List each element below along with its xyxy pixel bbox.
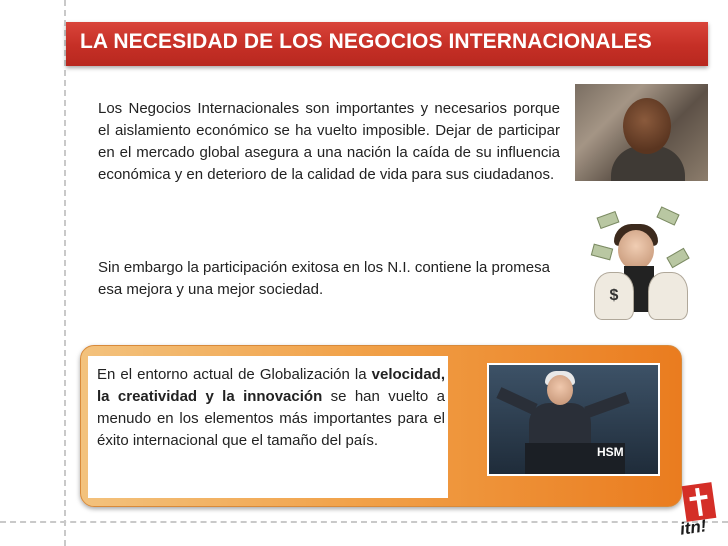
paragraph-intro: Los Negocios Internacionales son importantes y necesarios porque el aislamiento económico se ha vuelto imposible. Dejar de participar en el mercado global asegura a una nación la caída de su influencia económica y en deterioro de la calidad de vida para sus ciudadanos. <box>98 100 560 183</box>
itn-logo <box>676 484 720 540</box>
highlight-text-part1: En el entorno actual de Globalización la <box>97 366 372 383</box>
speaker-photo <box>487 363 660 476</box>
highlight-text <box>97 364 445 452</box>
money-photo <box>588 206 690 322</box>
bill-shape <box>656 206 679 225</box>
person-face-shape <box>618 230 654 270</box>
money-bag-icon: $ <box>594 272 634 320</box>
logo-text: itn! <box>678 516 708 539</box>
podium-brand: HSM <box>597 445 624 459</box>
bill-shape <box>597 211 620 229</box>
bottom-dashed-guide <box>0 521 728 523</box>
bill-shape <box>666 248 689 268</box>
highlight-text-part2: se han vuelto a menudo en los elementos más importantes para el éxito internacional que el tamaño del país. <box>97 388 445 449</box>
speaker-arm-shape <box>584 392 629 418</box>
child-face-shape <box>623 98 671 154</box>
money-bag-icon <box>648 272 688 320</box>
highlight-text-bold: velocidad, la creatividad y la innovación <box>97 366 445 405</box>
logo-cross-icon <box>682 482 717 522</box>
slide-title: LA NECESIDAD DE LOS NEGOCIOS INTERNACIONALES <box>80 30 652 53</box>
child-photo <box>575 84 708 181</box>
bill-shape <box>591 244 613 261</box>
paragraph-promise: Sin embargo la participación exitosa en los N.I. contiene la promesa esa mejora y una mejor sociedad. <box>98 259 550 298</box>
left-dashed-guide <box>64 0 66 546</box>
speaker-arm-shape <box>496 387 537 415</box>
speaker-head-shape <box>547 375 573 405</box>
